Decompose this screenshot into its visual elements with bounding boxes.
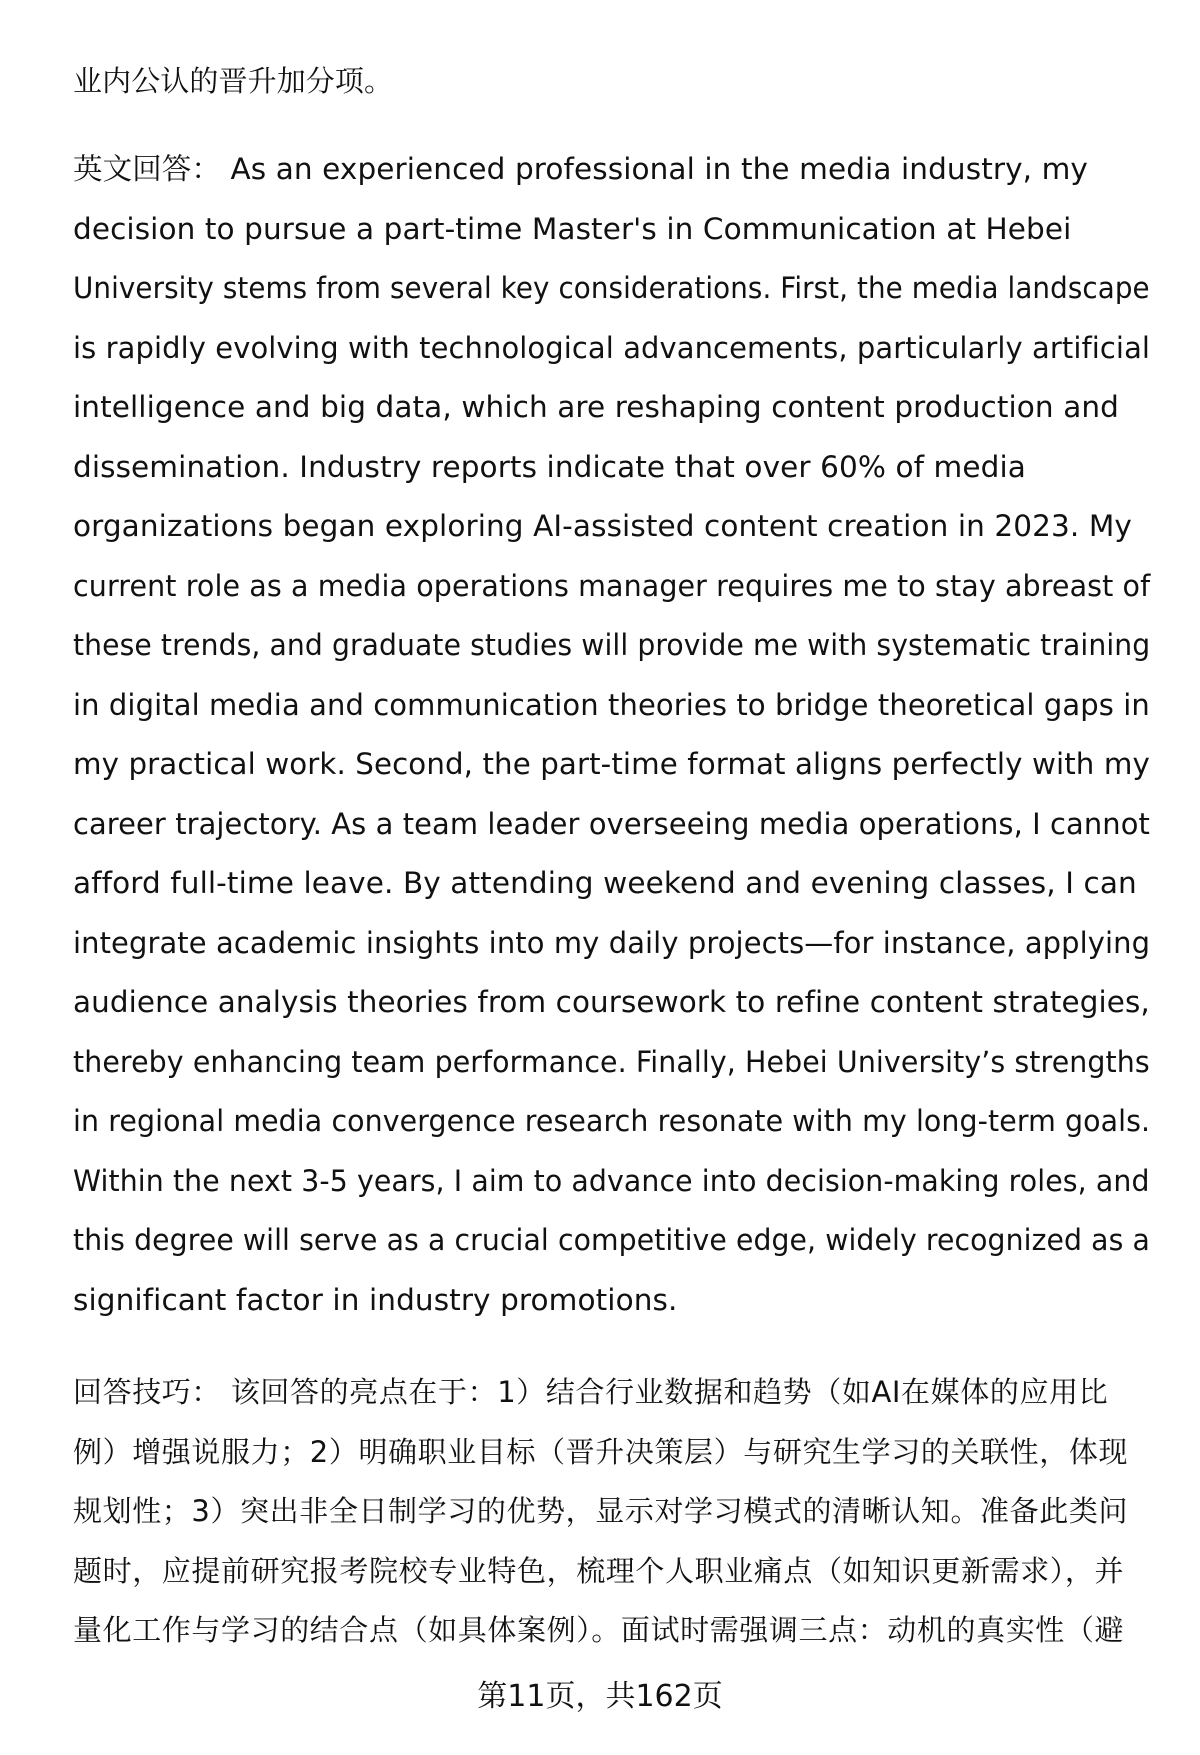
english-answer-line: organizations began exploring AI-assisted content creation in 2023. My <box>73 509 1132 543</box>
english-answer-line: career trajectory. As a team leader overseeing media operations, I cannot <box>73 806 1150 841</box>
answer-tips-line: 例）增强说服力；2）明确职业目标（晋升决策层）与研究生学习的关联性，体现 <box>73 1434 1129 1469</box>
english-answer-line: dissemination. Industry reports indicate that over 60% of media <box>73 449 1026 484</box>
english-answer-line: Within the next 3-5 years, I aim to advance into decision-making roles, and <box>73 1163 1150 1198</box>
page-number: 第11页，共162页 <box>477 1679 723 1714</box>
english-answer-line: my practical work. Second, the part-time format aligns perfectly with my <box>73 747 1150 781</box>
english-answer-line: intelligence and big data, which are reshaping content production and <box>73 390 1120 424</box>
english-answer-line: 英文回答： As an experienced professional in the media industry, my <box>73 152 1088 186</box>
english-answer-line: in digital media and communication theories to bridge theoretical gaps in <box>73 687 1150 722</box>
english-answer-line: in regional media convergence research resonate with my long-term goals. <box>73 1104 1151 1138</box>
answer-tips-line: 题时，应提前研究报考院校专业特色，梳理个人职业痛点（如知识更新需求），并 <box>73 1553 1125 1588</box>
body-text-line: 业内公认的晋升加分项。 <box>73 64 394 98</box>
english-answer-line: current role as a media operations manager requires me to stay abreast of <box>73 568 1151 603</box>
english-answer-line: thereby enhancing team performance. Finally, Hebei University’s strengths <box>73 1044 1150 1079</box>
answer-tips-line: 回答技巧： 该回答的亮点在于：1）结合行业数据和趋势（如AI在媒体的应用比 <box>73 1375 1109 1409</box>
english-answer-line: significant factor in industry promotions. <box>73 1282 678 1317</box>
english-answer-line: University stems from several key considerations. First, the media landscape <box>73 271 1150 305</box>
english-answer-line: audience analysis theories from coursework to refine content strategies, <box>73 985 1150 1019</box>
english-answer-line: afford full-time leave. By attending weekend and evening classes, I can <box>73 866 1137 900</box>
english-answer-line: decision to pursue a part-time Master's in Communication at Hebei <box>73 211 1072 246</box>
english-answer-line: is rapidly evolving with technological advancements, particularly artificial <box>73 330 1151 365</box>
answer-tips-line: 规划性；3）突出非全日制学习的优势，显示对学习模式的清晰认知。准备此类问 <box>73 1494 1129 1528</box>
english-answer-line: these trends, and graduate studies will provide me with systematic training <box>73 628 1151 662</box>
english-answer-line: integrate academic insights into my daily projects—for instance, applying <box>73 925 1151 960</box>
english-answer-line: this degree will serve as a crucial competitive edge, widely recognized as a <box>73 1223 1150 1257</box>
answer-tips-line: 量化工作与学习的结合点（如具体案例）。面试时需强调三点：动机的真实性（避 <box>73 1613 1125 1647</box>
